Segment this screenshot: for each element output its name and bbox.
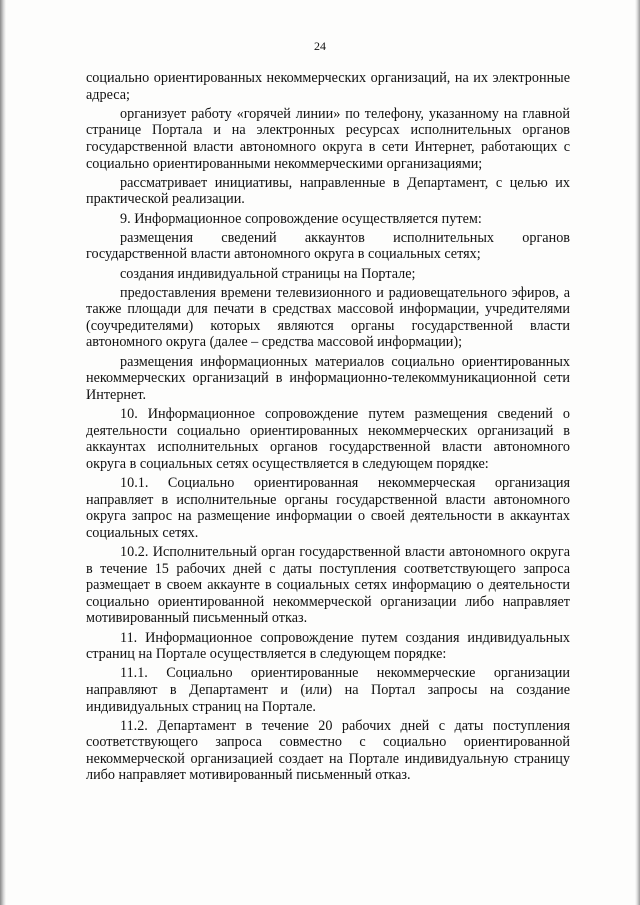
paragraph: размещения сведений аккаунтов исполнительных органов государственной власти автономного округа в социальных сетях; [86, 229, 570, 263]
paragraph: предоставления времени телевизионного и радиовещательного эфиров, а также площади для печати в средствах массовой информации, учредителями (соучредителями) которых являются органы государственной власти автономного округа (далее – средства массовой информации); [86, 284, 570, 351]
paragraph: 11.2. Департамент в течение 20 рабочих дней с даты поступления соответствующего запроса совместно с социально ориентированной некоммерческой организацией создает на Портале индивидуальную страницу либо направляет мотивированный письменный отказ. [86, 717, 570, 784]
paragraph: 10. Информационное сопровождение путем размещения сведений о деятельности социально ориентированных некоммерческих организаций в аккаунтах исполнительных органов государственной власти автономного округа в социальных сетях осуществляется в следующем порядке: [86, 406, 570, 472]
paragraph: 10.1. Социально ориентированная некоммерческая организация направляет в исполнительные органы государственной власти автономного округа запрос на размещение информации о своей деятельности в аккаунтах социальных сетях. [86, 475, 570, 541]
paragraph: создания индивидуальной страницы на Портале; [120, 265, 416, 282]
paragraph: 9. Информационное сопровождение осуществляется путем: [120, 210, 482, 227]
paragraph: 11. Информационное сопровождение путем создания индивидуальных страниц на Портале осуществляется в следующем порядке: [86, 629, 570, 663]
document-body [86, 70, 570, 787]
paragraph: социально ориентированных некоммерческих организаций, на их электронные адреса; [86, 70, 570, 103]
paragraph: 10.2. Исполнительный орган государственной власти автономного округа в течение 15 рабочих дней с даты поступления соответствующего запроса размещает в своем аккаунте в социальных сетях информацию о деятельности социально ориентированной некоммерческой организации либо направляет мотивированный письменный отказ. [86, 543, 570, 627]
paragraph: организует работу «горячей линии» по телефону, указанному на главной странице Портала и на электронных ресурсах исполнительных органов государственной власти автономного округа в сети Интернет, работающих с социально ориентированными некоммерческими организациями; [86, 105, 570, 172]
page-number: 24 [314, 39, 326, 53]
scan-edge-left [0, 0, 6, 905]
scan-edge-right [635, 0, 640, 905]
paragraph: размещения информационных материалов социально ориентированных некоммерческих организаций в информационно-телекоммуникационной сети Интернет. [86, 353, 570, 403]
paragraph: 11.1. Социально ориентированные некоммерческие организации направляют в Департамент и (или) на Портал запросы на создание индивидуальных страниц на Портале. [86, 665, 570, 715]
paragraph: рассматривает инициативы, направленные в Департамент, с целью их практической реализации. [86, 174, 570, 208]
